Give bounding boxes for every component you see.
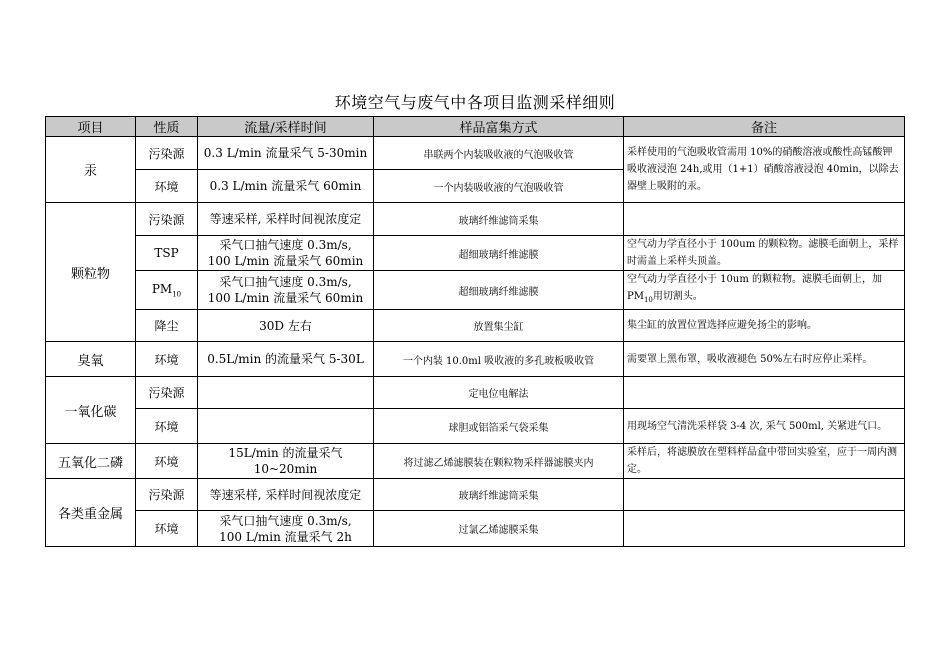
method-cell: 球胆或铝箔采气袋采集 — [374, 409, 624, 444]
flow-line: 15L/min 的流量采气 — [228, 446, 343, 460]
flow-line: 采气口抽气速度 0.3m/s, — [219, 238, 352, 252]
nature-cell: 环境 — [136, 444, 198, 479]
method-cell: 放置集尘缸 — [374, 310, 624, 342]
table-row — [46, 444, 905, 479]
item-cell: 臭氧 — [46, 342, 136, 377]
flow-cell — [198, 444, 374, 479]
table-row — [46, 511, 905, 547]
table-row — [46, 409, 905, 444]
remark-cell — [624, 271, 905, 310]
remark-cell: 需要罩上黑布罩，吸收液褪色 50%左右时应停止采样。 — [624, 342, 905, 377]
remark-cell: 空气动力学直径小于 100um 的颗粒物。滤膜毛面朝上，采样时需盖上采样头顶盖。 — [624, 236, 905, 271]
flow-cell — [198, 236, 374, 271]
method-cell: 将过滤乙烯滤膜装在颗粒物采样器滤膜夹内 — [374, 444, 624, 479]
header-row — [46, 117, 905, 137]
method-cell: 过氯乙烯滤膜采集 — [374, 511, 624, 547]
flow-cell — [198, 271, 374, 310]
remark-cell — [624, 479, 905, 511]
remark-cell: 用现场空气清洗采样袋 3-4 次, 采气 500ml, 关紧进气口。 — [624, 409, 905, 444]
table-row — [46, 342, 905, 377]
document-title: 环境空气与废气中各项目监测采样细则 — [334, 93, 616, 112]
header-flow: 流量/采样时间 — [198, 117, 374, 137]
method-cell: 定电位电解法 — [374, 377, 624, 409]
flow-cell: 30D 左右 — [198, 310, 374, 342]
method-cell: 串联两个内装吸收液的气泡吸收管 — [374, 137, 624, 170]
flow-cell: 0.3 L/min 流量采气 60min — [198, 170, 374, 203]
remark-text: 用切割头。 — [652, 291, 703, 302]
method-cell: 玻璃纤维滤筒采集 — [374, 203, 624, 236]
item-cell: 汞 — [46, 137, 136, 203]
table-row — [46, 310, 905, 342]
remark-cell — [624, 377, 905, 409]
header-nature: 性质 — [136, 117, 198, 137]
method-cell: 超细玻璃纤维滤膜 — [374, 236, 624, 271]
flow-line: 100 L/min 流量采气 60min — [207, 254, 364, 268]
nature-cell: 环境 — [136, 511, 198, 547]
table-row — [46, 271, 905, 310]
item-cell: 五氧化二磷 — [46, 444, 136, 479]
table-row — [46, 236, 905, 271]
flow-cell — [198, 511, 374, 547]
nature-cell: 降尘 — [136, 310, 198, 342]
nature-cell: 污染源 — [136, 377, 198, 409]
nature-cell — [136, 271, 198, 310]
sampling-table — [45, 116, 905, 547]
item-cell: 一氧化碳 — [46, 377, 136, 444]
table-row — [46, 137, 905, 170]
nature-subscript: 10 — [172, 290, 182, 299]
flow-line: 采气口抽气速度 0.3m/s, — [219, 275, 352, 289]
nature-cell: TSP — [136, 236, 198, 271]
nature-cell: 环境 — [136, 170, 198, 203]
remark-cell: 采样使用的气泡吸收管需用 10%的硝酸溶液或酸性高锰酸钾吸收液浸泡 24h,或用（1+1）硝酸溶液浸泡 40min，以除去器壁上吸附的汞。 — [624, 137, 905, 203]
table-row — [46, 377, 905, 409]
table-row — [46, 203, 905, 236]
flow-cell — [198, 377, 374, 409]
flow-line: 10~20min — [253, 462, 318, 476]
flow-cell — [198, 409, 374, 444]
flow-cell: 等速采样, 采样时间视浓度定 — [198, 203, 374, 236]
header-method: 样品富集方式 — [374, 117, 624, 137]
remark-cell: 采样后，将滤膜放在塑料样品盒中带回实验室，应于一周内测定。 — [624, 444, 905, 479]
header-item: 项目 — [46, 117, 136, 137]
method-cell: 超细玻璃纤维滤膜 — [374, 271, 624, 310]
flow-cell: 0.5L/min 的流量采气 5-30L — [198, 342, 374, 377]
header-remark: 备注 — [624, 117, 905, 137]
nature-cell: 污染源 — [136, 203, 198, 236]
flow-cell: 0.3 L/min 流量采气 5-30min — [198, 137, 374, 170]
nature-cell: 环境 — [136, 342, 198, 377]
method-cell: 玻璃纤维滤筒采集 — [374, 479, 624, 511]
flow-line: 100 L/min 流量采气 2h — [219, 529, 352, 544]
remark-cell — [624, 511, 905, 547]
nature-cell: 污染源 — [136, 137, 198, 170]
item-cell: 各类重金属 — [46, 479, 136, 547]
flow-cell: 等速采样, 采样时间视浓度定 — [198, 479, 374, 511]
nature-main: PM — [151, 281, 173, 296]
method-cell: 一个内装吸收液的气泡吸收管 — [374, 170, 624, 203]
nature-cell: 污染源 — [136, 479, 198, 511]
remark-cell — [624, 203, 905, 236]
remark-text: 空气动力学直径小于 10um 的颗粒物。滤膜毛面朝上，加 PM — [627, 274, 883, 302]
remark-cell: 集尘缸的放置位置选择应避免扬尘的影响。 — [624, 310, 905, 342]
flow-line: 100 L/min 流量采气 60min — [207, 291, 364, 305]
flow-line: 采气口抽气速度 0.3m/s, — [219, 513, 352, 528]
nature-cell: 环境 — [136, 409, 198, 444]
method-cell: 一个内装 10.0ml 吸收液的多孔玻板吸收管 — [374, 342, 624, 377]
item-cell: 颗粒物 — [46, 203, 136, 342]
remark-subscript: 10 — [643, 296, 653, 304]
table-row — [46, 479, 905, 511]
